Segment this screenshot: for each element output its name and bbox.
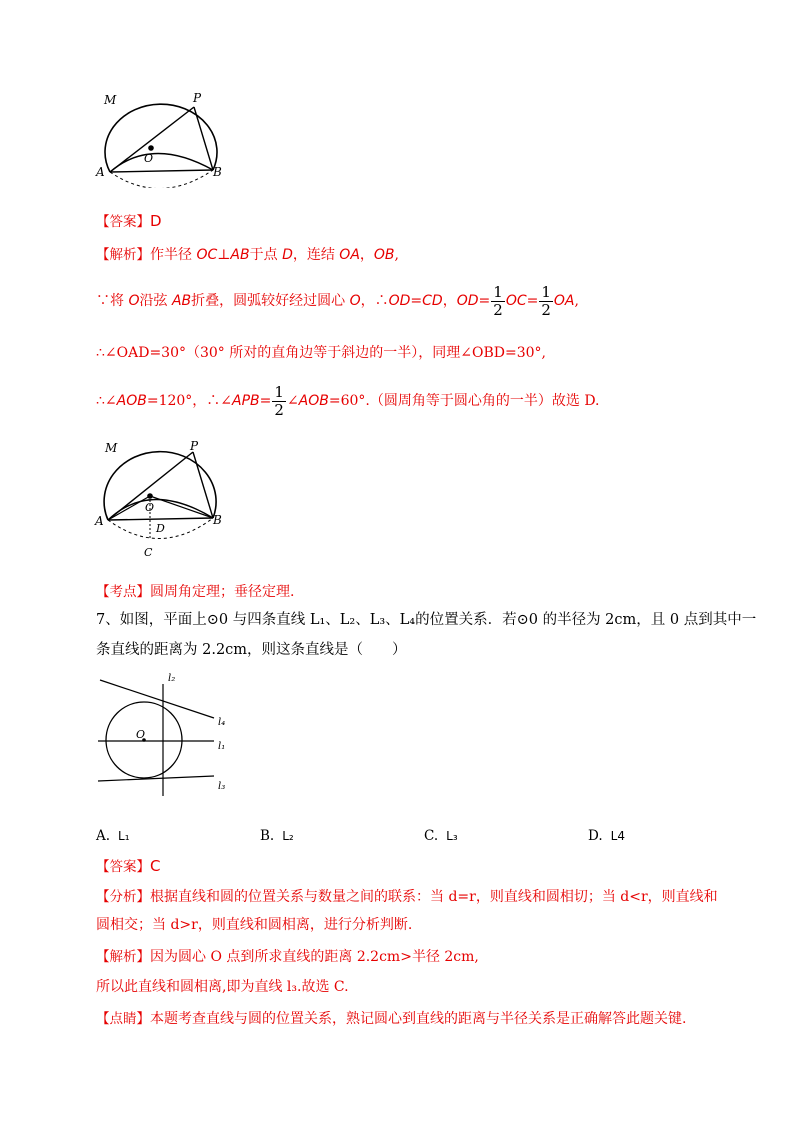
kaodian-tag: 【考点】 [96,584,150,600]
dianjing-text: 本题考查直线与圆的位置关系，熟记圆心到直线的距离与半径关系是正确解答此题关键. [150,1011,687,1027]
answer-value: D [150,212,162,230]
label-a: A [96,165,105,179]
question-7-line-1 [96,610,756,630]
label-l1: l₁ [218,741,226,752]
option-value: L₁ [118,829,130,843]
text: ∴∠OAD=30°（30° 所对的直角边等于斜边的一半），同理∠OBD=30°, [96,345,546,361]
label-b: B [213,513,222,527]
kaodian-text: 圆周角定理；垂径定理. [150,584,295,600]
dianjing-tag: 【点睛】 [96,1011,150,1027]
label-l2: l₂ [168,673,176,684]
text: = [259,393,272,409]
folded-arc [110,153,213,172]
text: = [526,293,539,309]
fenxi-text-2: 圆相交；当 d>r，则直线和圆相离，进行分析判断. [96,917,413,933]
label-m: M [104,93,117,107]
label-o: O [145,501,155,514]
text: O [349,293,361,309]
center-point [147,493,153,499]
text: CD [422,293,443,309]
text: OD [388,293,411,309]
label-p: P [193,91,202,105]
text: ， [359,247,374,263]
center-point [148,145,154,151]
text: , [394,247,399,263]
chord-ab [108,518,213,520]
label-l4: l₄ [218,717,226,728]
text: ∵将 [96,293,129,309]
text: OA [553,293,575,309]
question-7-line-2 [96,640,407,660]
option-letter: D. [588,828,603,844]
analysis-1-line-1 [96,245,399,265]
option-d[interactable] [588,828,625,844]
text: OB [373,247,395,263]
fraction-half [272,384,286,419]
question-7-text-1: 7、如图，平面上⊙0 与四条直线 L₁、L₂、L₃、L₄的位置关系．若⊙0 的半径为 2cm，且 0 点到其中一 [96,612,757,628]
text: ， [442,293,457,309]
fenxi-7-line-2 [96,915,412,935]
folded-arc [108,499,213,520]
answer-value: C [150,857,161,875]
kaodian-1 [96,582,294,602]
option-value: L₂ [282,829,294,843]
jiexi-tag: 【解析】 [96,949,150,965]
answer-1 [96,211,162,232]
text: ⊥ [217,247,231,263]
text: 作半径 [150,247,197,263]
text: OC [196,247,218,263]
label-l3: l₃ [218,781,226,792]
text: AOB [116,393,147,409]
label-p: P [190,439,199,453]
option-letter: B. [260,828,275,844]
analysis-1-line-4 [96,383,600,419]
text: = [410,293,423,309]
text: AB [230,247,250,263]
frac-num: 1 [493,282,503,301]
fraction-half [539,284,553,319]
analysis-1-line-3 [96,343,546,363]
figure-1-circle-fold [90,88,230,188]
label-o: O [136,728,146,741]
option-value: L₃ [446,829,458,843]
text: OA [339,247,360,263]
frac-num: 1 [274,382,284,401]
label-d: D [156,522,165,535]
frac-den: 2 [493,300,503,319]
text: D [282,247,293,263]
jiexi-text-1: 因为圆心 O 点到所求直线的距离 2.2cm>半径 2cm, [150,949,479,965]
segment-ob [150,496,213,518]
text: = [478,293,491,309]
option-b[interactable] [260,828,294,844]
text: O [128,293,140,309]
figure-2-circle-fold-perpendicular [90,436,230,566]
fenxi-tag: 【分析】 [96,889,150,905]
dianjing-7 [96,1009,686,1029]
option-letter: A. [96,828,111,844]
text: =120°，∴∠ [146,393,233,409]
option-c[interactable] [424,828,458,844]
answer-tag: 【答案】 [96,859,150,875]
jiexi-7-line-2 [96,977,349,997]
text: OC [505,293,527,309]
frac-den: 2 [541,300,551,319]
text: 于点 [249,247,283,263]
answer-7 [96,856,160,877]
upper-arc [105,104,217,172]
chord-ab [110,170,213,172]
fenxi-7-line-1 [96,887,718,907]
option-letter: C. [424,828,439,844]
figure-3-circle-four-lines [92,668,242,798]
frac-den: 2 [274,400,284,419]
label-b: B [213,165,222,179]
text: ∴∠ [96,393,117,409]
analysis-1-line-2 [96,283,579,319]
question-7-text-2: 条直线的距离为 2.2cm，则这条直线是（ ） [96,642,407,658]
text: ∠ [286,393,299,409]
text: AB [171,293,192,309]
text: AOB [298,393,329,409]
text: 折叠，圆弧较好经过圆心 [191,293,350,309]
segment-oa [108,496,150,520]
option-value: L4 [610,829,625,843]
analysis-tag: 【解析】 [96,247,150,263]
text: , [574,293,579,309]
frac-num: 1 [541,282,551,301]
text: =60°.（圆周角等于圆心角的一半）故选 D. [328,393,600,409]
text: 沿弦 [139,293,172,309]
lower-arc-dashed [110,170,213,188]
chord-pb [193,452,213,518]
fraction-half [491,284,505,319]
label-c: C [144,546,153,559]
text: ，连结 [292,247,340,263]
chord-pb [194,107,213,170]
answer-tag: 【答案】 [96,214,150,230]
text: APB [232,393,260,409]
jiexi-text-2: 所以此直线和圆相离,即为直线 l₃.故选 C. [96,979,349,995]
label-m: M [105,441,118,455]
label-a: A [95,514,104,528]
label-o: O [144,152,154,165]
fenxi-text-1: 根据直线和圆的位置关系与数量之间的联系：当 d=r，则直线和圆相切；当 d<r，则直线和 [150,889,718,905]
line-l3 [98,776,214,781]
jiexi-7-line-1 [96,947,479,967]
text: OD [456,293,479,309]
option-a[interactable] [96,828,130,844]
text: ，∴ [360,293,389,309]
